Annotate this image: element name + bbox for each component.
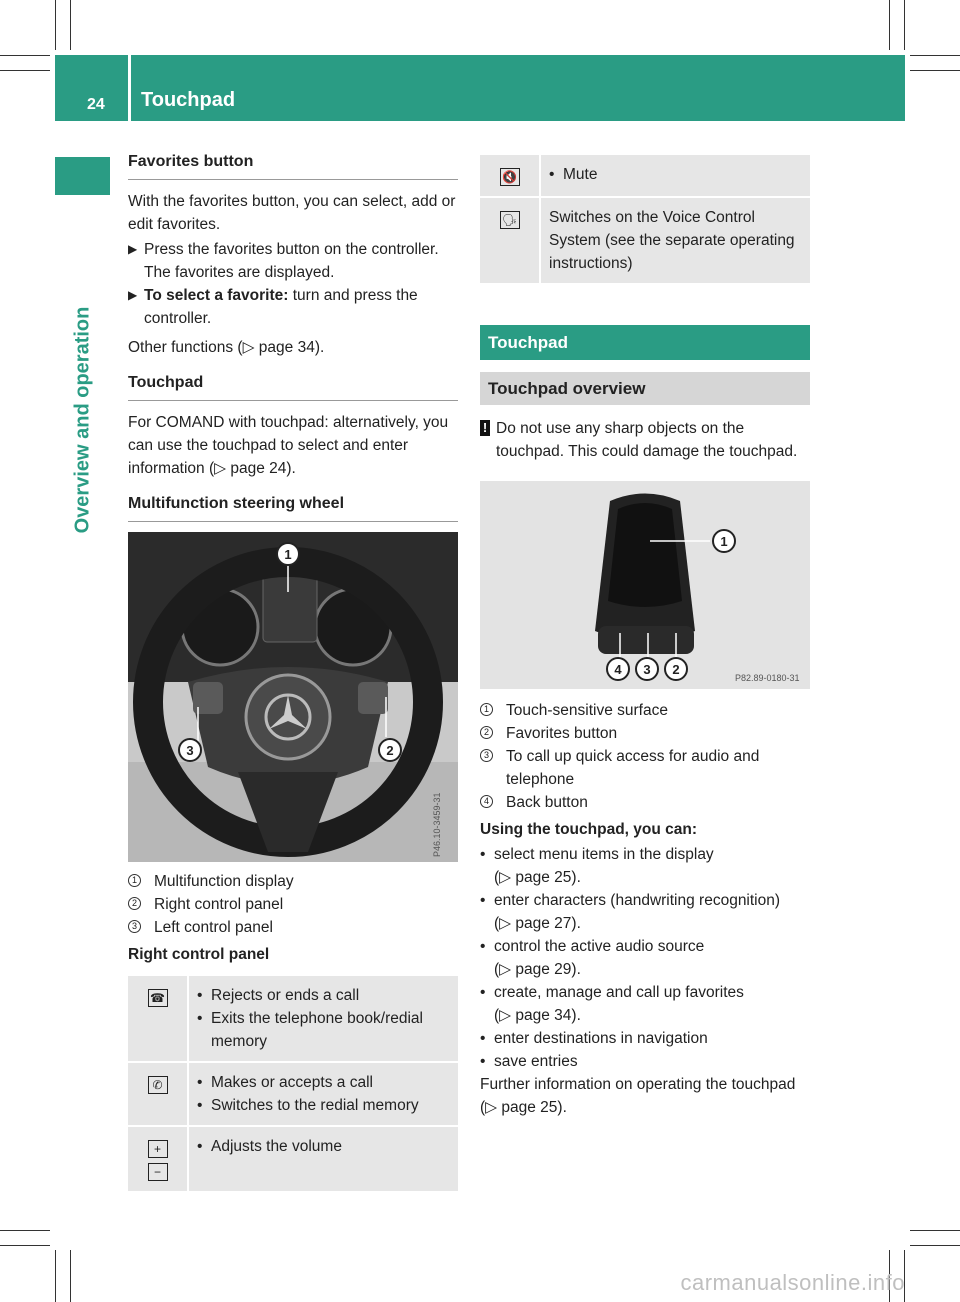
warning-icon: ! [480, 420, 490, 436]
page-reference[interactable]: (▷ page 27). [494, 915, 581, 932]
left-column [128, 150, 458, 1193]
page-reference[interactable]: Other functions (▷ page 34). [128, 339, 325, 356]
legend-item: 4 Back button [480, 791, 810, 814]
callout-1: 1 [712, 529, 736, 553]
section-title: Touchpad [480, 325, 810, 360]
further-info: Further information on operating the touchpad (▷ page 25). [480, 1076, 796, 1116]
callout-2: 2 [664, 657, 688, 681]
list-item: Switches on the Voice Control System (see the separate operating instructions) [549, 209, 795, 272]
list-item: • control the active audio source (▷ page 29). [480, 935, 810, 981]
crop-mark [0, 70, 50, 71]
touchpad-legend [480, 699, 810, 814]
callout-3: 3 [635, 657, 659, 681]
instruction-step: ▶ To select a favorite: turn and press the controller. [128, 284, 458, 330]
crop-mark [0, 1245, 50, 1246]
image-code: P46.10-3459-31 [432, 792, 442, 857]
legend-item: 3 Left control panel [128, 916, 458, 939]
favorites-heading: Favorites button [128, 150, 458, 180]
list-item: • Exits the telephone book/redial memory [197, 1007, 450, 1053]
page-header [55, 55, 905, 121]
crop-mark [0, 55, 50, 56]
crop-mark [910, 1230, 960, 1231]
page-reference[interactable]: (▷ page 34). [494, 1007, 581, 1024]
touchpad-text: For COMAND with touchpad: alternatively, you can use the touchpad to select and enter information (▷ page 24). [128, 414, 449, 477]
list-item: • Switches to the redial memory [197, 1094, 450, 1117]
crop-mark [910, 55, 960, 56]
section-marker [55, 157, 110, 195]
list-item: • enter characters (handwriting recognition) (▷ page 27). [480, 889, 810, 935]
crop-mark [55, 1250, 56, 1302]
crop-mark [0, 1230, 50, 1231]
right-column [480, 155, 810, 1121]
phone-icon: ✆ [148, 1076, 168, 1094]
steering-legend [128, 870, 458, 939]
table-row [128, 976, 458, 1062]
table-row [480, 155, 810, 197]
legend-item: 2 Right control panel [128, 893, 458, 916]
mute-icon: 🔇 [500, 168, 520, 186]
steering-wheel-image [128, 532, 458, 862]
page-reference[interactable]: (▷ page 25). [494, 869, 581, 886]
touchpad-heading: Touchpad [128, 371, 458, 401]
right-panel-heading: Right control panel [128, 946, 270, 963]
list-item: • save entries [480, 1050, 810, 1073]
crop-mark [70, 0, 71, 50]
section-tab-label: Overview and operation [71, 306, 94, 534]
list-item: • Adjusts the volume [197, 1135, 450, 1158]
hang-up-icon: ☎ [148, 989, 168, 1007]
page-number: 24 [87, 96, 105, 113]
crop-mark [910, 1245, 960, 1246]
voice-control-icon: 🗣 [500, 211, 520, 229]
list-item: • select menu items in the display (▷ page 25). [480, 843, 810, 889]
page-title: Touchpad [141, 89, 236, 111]
table-row [128, 1126, 458, 1192]
list-item: • Makes or accepts a call [197, 1071, 450, 1094]
callout-3: 3 [178, 738, 202, 762]
table-row [128, 1062, 458, 1126]
crop-mark [904, 0, 905, 50]
left-panel-table [480, 155, 810, 285]
instruction-step: ▶ Press the favorites button on the controller. [128, 238, 458, 261]
callout-2: 2 [378, 738, 402, 762]
image-code: P82.89-0180-31 [735, 673, 800, 683]
header-divider [128, 55, 131, 121]
list-item: • enter destinations in navigation [480, 1027, 810, 1050]
watermark: carmanualsonline.info [680, 1270, 905, 1295]
list-item: • Rejects or ends a call [197, 984, 450, 1007]
crop-mark [910, 70, 960, 71]
page-reference[interactable]: (▷ page 29). [494, 961, 581, 978]
crop-mark [889, 0, 890, 50]
volume-down-icon: − [148, 1163, 168, 1181]
steering-wheel-illustration [128, 532, 458, 862]
callout-1: 1 [276, 542, 300, 566]
callout-4: 4 [606, 657, 630, 681]
list-item: • Mute [549, 163, 802, 186]
crop-mark [70, 1250, 71, 1302]
legend-item: 1 Multifunction display [128, 870, 458, 893]
legend-item: 2 Favorites button [480, 722, 810, 745]
arrow-right-icon: ▶ [128, 288, 138, 302]
list-item: • create, manage and call up favorites (▷ page 34). [480, 981, 810, 1027]
using-list [480, 843, 810, 1073]
using-heading: Using the touchpad, you can: [480, 821, 698, 838]
right-panel-table [128, 976, 458, 1193]
crop-mark [55, 0, 56, 50]
warning-note: ! Do not use any sharp objects on the touchpad. This could damage the touchpad. [480, 417, 810, 463]
legend-item: 1 Touch-sensitive surface [480, 699, 810, 722]
arrow-right-icon: ▶ [128, 242, 138, 256]
volume-up-icon: + [148, 1140, 168, 1158]
steering-heading: Multifunction steering wheel [128, 492, 458, 522]
subsection-title: Touchpad overview [480, 372, 810, 405]
touchpad-image [480, 481, 810, 689]
table-row [480, 197, 810, 284]
favorites-intro: With the favorites button, you can select, add or edit favorites. [128, 193, 456, 233]
instruction-result: The favorites are displayed. [144, 264, 335, 281]
legend-item: 3 To call up quick access for audio and telephone [480, 745, 810, 791]
